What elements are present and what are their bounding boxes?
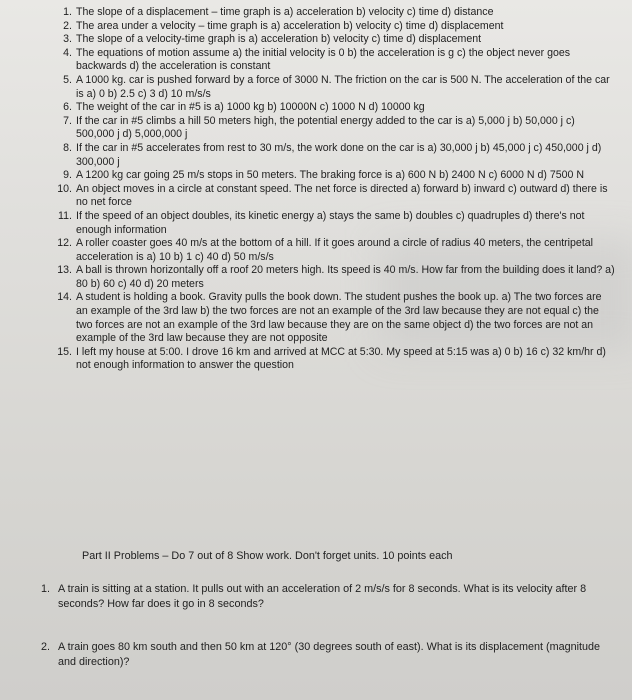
part-two-heading: Part II Problems – Do 7 out of 8 Show work. Don't forget units. 10 points each: [82, 550, 453, 562]
question-text: The slope of a velocity-time graph is a) acceleration b) velocity c) time d) displacement: [76, 33, 482, 46]
question-item: [50, 6, 615, 20]
question-number: 4.: [63, 46, 72, 59]
question-text: If the speed of an object doubles, its kinetic energy a) stays the same b) doubles c) quadruples d) there's not enough information: [76, 209, 585, 236]
question-number: 1.: [63, 6, 72, 18]
question-number: 12.: [57, 237, 72, 250]
question-item: [50, 101, 615, 115]
question-text: The slope of a displacement – time graph is a) acceleration b) velocity c) time d) distance: [76, 6, 494, 18]
question-number: 14.: [57, 291, 72, 304]
question-text: A 1200 kg car going 25 m/s stops in 50 meters. The braking force is a) 600 N b) 2400 N c) 6000 N d) 7500 N: [76, 169, 584, 182]
question-item: [50, 20, 615, 34]
question-number: 13.: [57, 264, 72, 277]
question-number: 6.: [63, 101, 72, 114]
question-text: The equations of motion assume a) the initial velocity is 0 b) the acceleration is g c) the object never goes backwards d) the acceleration is constant: [76, 46, 571, 73]
question-item: [50, 210, 615, 237]
question-text: The weight of the car in #5 is a) 1000 kg b) 10000N c) 1000 N d) 10000 kg: [76, 101, 425, 114]
question-item: [50, 47, 615, 74]
problem-number: 1.: [40, 583, 50, 595]
question-text: A ball is thrown horizontally off a roof 20 meters high. Its speed is 40 m/s. How far from the building does it land? a) 80 b) 60 c) 40 d) 20 meters: [76, 264, 615, 290]
question-text: An object moves in a circle at constant speed. The net force is directed a) forward b) inward c) outward d) there is no net force: [76, 182, 608, 209]
question-number: 11.: [58, 209, 72, 222]
question-text: If the car in #5 accelerates from rest to 30 m/s, the work done on the car is a) 30,000 j b) 45,000 j c) 450,000 j d) 300,000 j: [76, 141, 602, 168]
question-number: 5.: [63, 73, 72, 86]
question-number: 15.: [57, 345, 72, 358]
question-number: 10.: [57, 182, 72, 195]
question-item: [50, 291, 615, 345]
problem-number: 2.: [40, 641, 50, 653]
question-item: [50, 264, 615, 291]
question-item: [50, 33, 615, 47]
question-item: [50, 142, 615, 169]
problem-item: [30, 640, 620, 670]
question-number: 7.: [63, 114, 72, 127]
question-item: [50, 183, 615, 210]
question-item: [50, 115, 615, 142]
question-number: 9.: [63, 169, 72, 182]
question-item: [50, 74, 615, 101]
question-text: A roller coaster goes 40 m/s at the bottom of a hill. If it goes around a circle of radius 40 meters, the centripetal acceleration is a) 10 b) 1 c) 40 d) 50 m/s/s: [76, 237, 594, 263]
question-text: I left my house at 5:00. I drove 16 km and arrived at MCC at 5:30. My speed at 5:15 was a) 0 b) 16 c) 32 km/hr d) not enough information to answer the question: [76, 345, 606, 372]
question-text: If the car in #5 climbs a hill 50 meters high, the potential energy added to the car is a) 5,000 j b) 50,000 j c) 500,000 j d) 5,000,000 j: [76, 114, 575, 141]
question-text: The area under a velocity – time graph is a) acceleration b) velocity c) time d) displacement: [76, 19, 504, 32]
question-text: A student is holding a book. Gravity pulls the book down. The student pushes the book up. a) The two forces are an example of the 3rd law b) the two forces are not an example of the 3rd law because they are not equal c) the two forces are not an example of the 3rd law because they are on the same object d) the two forces are not an example of the 3rd law because they are not opposite: [76, 291, 602, 345]
question-text: A 1000 kg. car is pushed forward by a force of 3000 N. The friction on the car is 500 N. The acceleration of the car is a) 0 b) 2.5 c) 3 d) 10 m/s/s: [76, 73, 610, 100]
question-item: [50, 346, 615, 373]
multiple-choice-list: [50, 6, 615, 373]
question-item: [50, 237, 615, 264]
question-number: 8.: [63, 141, 72, 154]
question-number: 3.: [63, 33, 72, 46]
problem-text: A train is sitting at a station. It pulls out with an acceleration of 2 m/s/s for 8 seconds. What is its velocity after 8 seconds? How far does it go in 8 seconds?: [58, 583, 587, 610]
problem-text: A train goes 80 km south and then 50 km at 120° (30 degrees south of east). What is its displacement (magnitude and direction)?: [58, 641, 601, 668]
problem-item: [30, 582, 620, 612]
question-number: 2.: [63, 19, 72, 32]
question-item: [50, 169, 615, 183]
